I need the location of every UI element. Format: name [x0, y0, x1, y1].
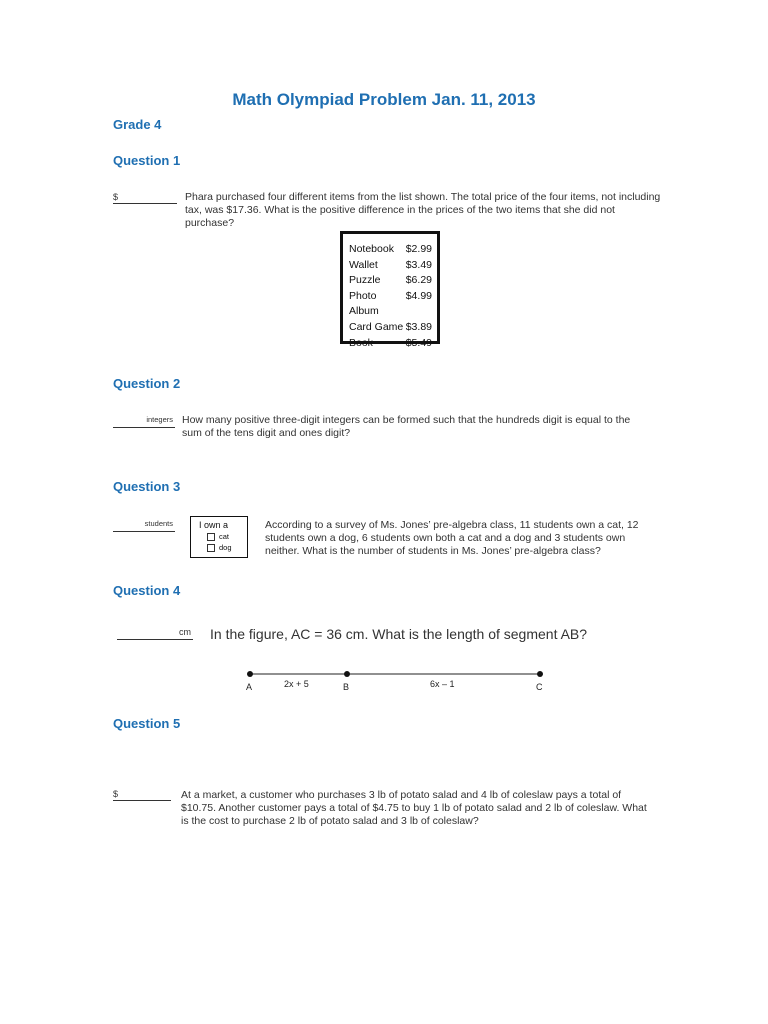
- question-4-heading: Question 4: [113, 583, 181, 598]
- answer-unit: cm: [179, 627, 191, 637]
- answer-unit: integers: [146, 415, 173, 424]
- point-b-label: B: [343, 682, 350, 692]
- item-price: $3.49: [405, 258, 432, 271]
- item-name: Wallet: [349, 258, 378, 271]
- answer-prefix: $: [113, 789, 119, 799]
- item-name: Puzzle: [349, 274, 381, 287]
- question-1-text: Phara purchased four different items from the list shown. The total price of the four items, not including tax, was $17.36. What is the positive difference in the prices of the two items that she did not purchase?: [185, 191, 661, 229]
- item-price: $5.49: [405, 336, 432, 349]
- item-name: Card Game: [349, 320, 404, 333]
- point-c-label: C: [536, 682, 543, 692]
- question-2-text: How many positive three-digit integers can be formed such that the hundreds digit is equal to the sum of the tens digit and ones digit?: [182, 414, 631, 439]
- item-name: Book: [349, 336, 373, 349]
- question-3-text: According to a survey of Ms. Jones’ pre-algebra class, 11 students own a cat, 12 students own a dog, 6 students own both a cat and a dog and 3 students own neither. What is the number of students in Ms. Jones’ pre-algebra class?: [265, 519, 639, 557]
- answer-unit: students: [144, 519, 173, 528]
- question-3-heading: Question 3: [113, 479, 181, 494]
- grade-heading: Grade 4: [113, 117, 162, 132]
- option-label: dog: [219, 543, 232, 552]
- item-name: Photo Album: [349, 289, 379, 318]
- option-label: cat: [219, 532, 230, 541]
- ownership-box-title: I own a: [199, 520, 229, 530]
- question-4-text: In the figure, AC = 36 cm. What is the length of segment AB?: [210, 626, 588, 642]
- item-price: $6.29: [405, 274, 432, 287]
- point-a-dot: [247, 671, 253, 677]
- item-name: Notebook: [349, 243, 394, 255]
- question-5-answer-blank[interactable]: [113, 789, 171, 801]
- page-title: Math Olympiad Problem Jan. 11, 2013: [232, 90, 536, 109]
- question-1-heading: Question 1: [113, 153, 181, 168]
- question-5-heading: Question 5: [113, 716, 181, 731]
- item-price: $2.99: [405, 243, 432, 255]
- question-5-text: At a market, a customer who purchases 3 lb of potato salad and 4 lb of coleslaw pays a total of $10.75. Another customer pays a total of $4.75 to buy 1 lb of potato salad and 2 lb of coleslaw. What is the cost to purchase 2 lb of potato salad and 3 lb of coleslaw?: [181, 789, 647, 827]
- question-2-heading: Question 2: [113, 376, 181, 391]
- point-c-dot: [537, 671, 543, 677]
- item-price: $4.99: [405, 289, 432, 302]
- item-price: $3.89: [405, 320, 432, 333]
- answer-prefix: $: [113, 192, 119, 202]
- segment-bc-expression: 6x – 1: [430, 679, 455, 689]
- point-a-label: A: [246, 682, 253, 692]
- point-b-dot: [344, 671, 350, 677]
- segment-ab-expression: 2x + 5: [284, 679, 309, 689]
